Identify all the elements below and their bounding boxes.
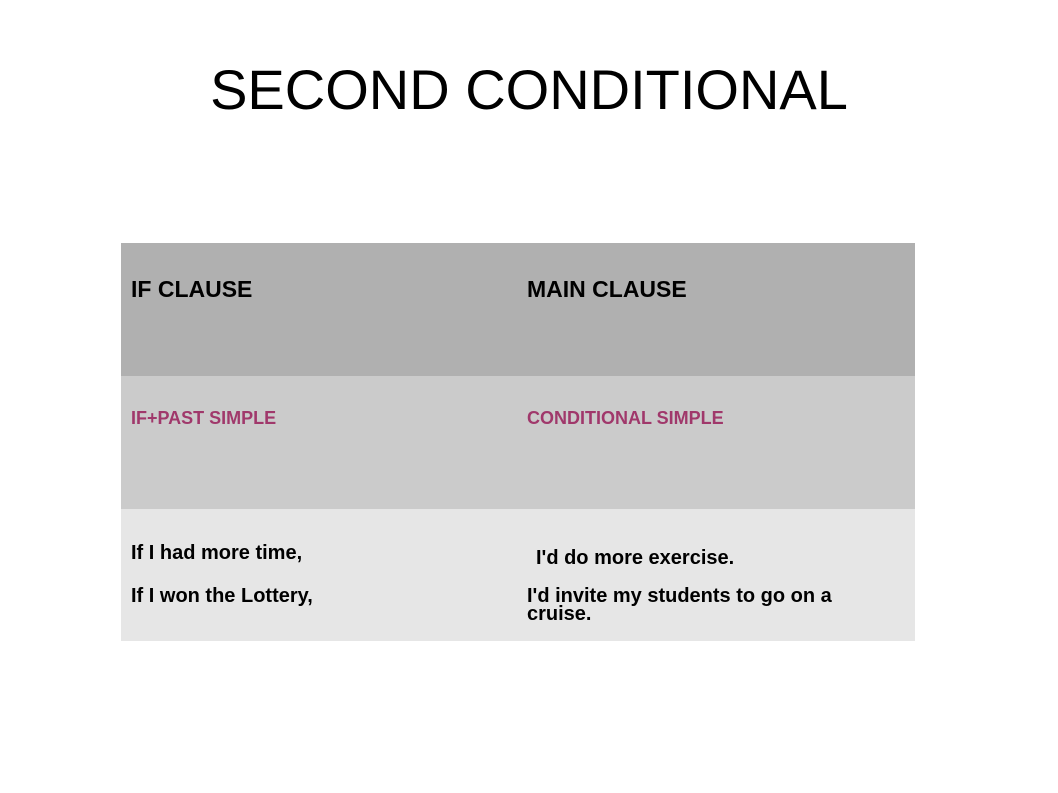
header-if-clause: IF CLAUSE bbox=[131, 276, 253, 302]
table-structure-row bbox=[121, 376, 915, 509]
example-if-clause-1: If I had more time, bbox=[131, 542, 303, 564]
example-if-clause-2: If I won the Lottery, bbox=[131, 585, 313, 607]
example-main-clause-2: I'd invite my students to go on a cruise. bbox=[527, 585, 832, 625]
structure-main-clause: CONDITIONAL SIMPLE bbox=[527, 408, 724, 428]
table-example-row bbox=[121, 509, 915, 641]
structure-if-clause: IF+PAST SIMPLE bbox=[131, 408, 277, 428]
example-main-clause-1: I'd do more exercise. bbox=[536, 547, 735, 569]
header-main-clause: MAIN CLAUSE bbox=[527, 276, 687, 302]
conditional-table bbox=[121, 243, 915, 641]
slide-title: SECOND CONDITIONAL bbox=[210, 58, 848, 121]
table-header-row bbox=[121, 243, 915, 376]
